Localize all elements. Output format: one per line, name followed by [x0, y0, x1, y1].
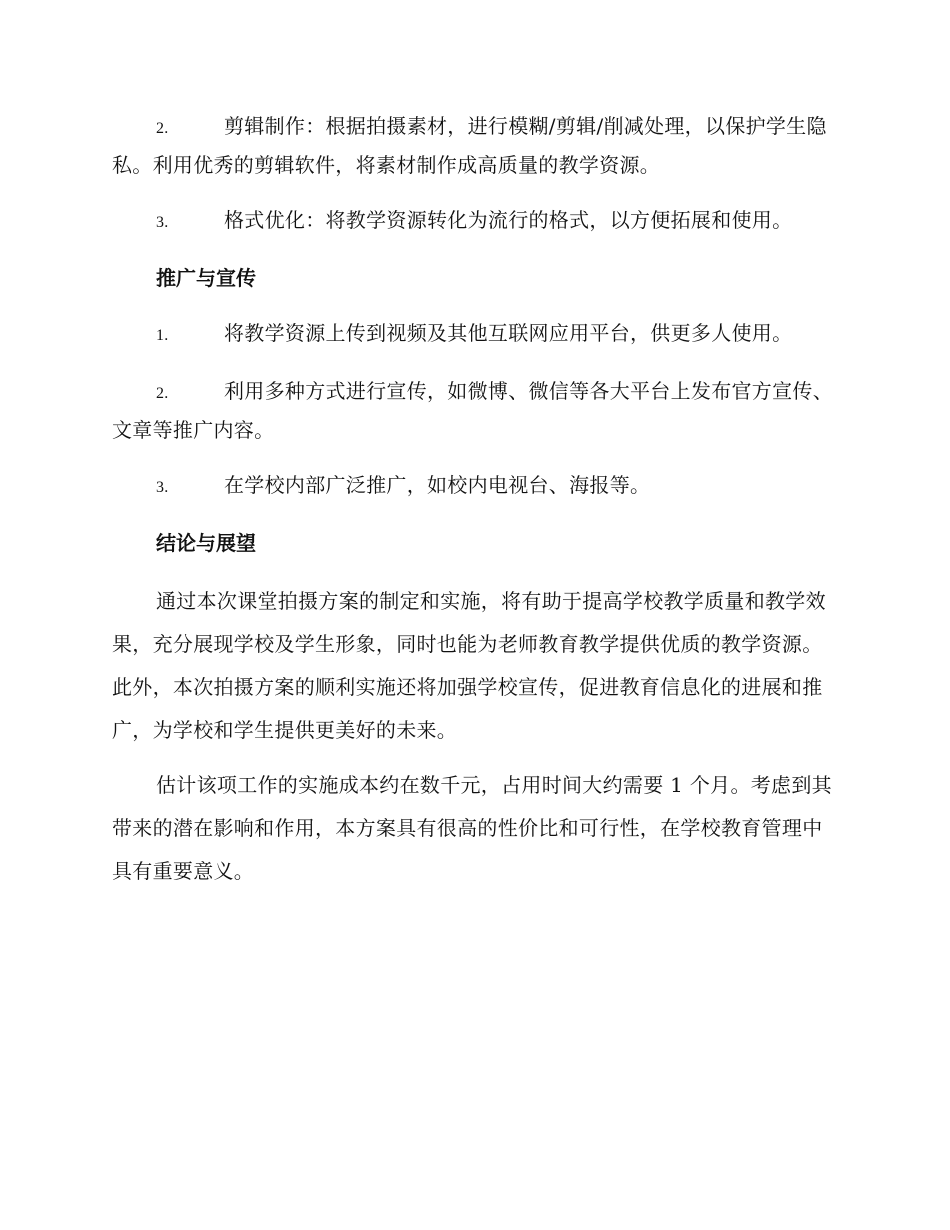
- list-number: 3.: [156, 214, 169, 231]
- list-text: 将教学资源上传到视频及其他互联网应用平台，供更多人使用。: [224, 321, 793, 345]
- list-item-campus: [112, 467, 834, 506]
- section-heading-promotion: 推广与宣传: [156, 266, 256, 290]
- list-number: 2.: [156, 385, 169, 402]
- cost-paragraph: 估计该项工作的实施成本约在数千元，占用时间大约需要 1 个月。考虑到其带来的潜在影响和作用，本方案具有很高的性价比和可行性，在学校教育管理中具有重要意义。: [112, 773, 832, 883]
- list-number: 1.: [156, 327, 169, 344]
- list-text: 在学校内部广泛推广，如校内电视台、海报等。: [224, 473, 651, 497]
- list-text: 剪辑制作：根据拍摄素材，进行模糊/剪辑/削减处理，以保护学生隐私。利用优秀的剪辑软件，将素材制作成高质量的教学资源。: [112, 114, 827, 177]
- list-item-edit: [112, 108, 834, 183]
- conclusion-paragraph: 通过本次课堂拍摄方案的制定和实施，将有助于提高学校教学质量和教学效果，充分展现学校及学生形象，同时也能为老师教育教学提供优质的教学资源。此外，本次拍摄方案的顺利实施还将加强学校宣传，促进教育信息化的进展和推广，为学校和学生提供更美好的未来。: [112, 589, 826, 742]
- list-text: 利用多种方式进行宣传，如微博、微信等各大平台上发布官方宣传、文章等推广内容。: [112, 379, 833, 442]
- list-item-publicity: [112, 373, 834, 448]
- section-heading-conclusion: 结论与展望: [156, 531, 256, 555]
- list-item-format: [112, 202, 834, 241]
- list-text: 格式优化：将教学资源转化为流行的格式，以方便拓展和使用。: [224, 208, 793, 232]
- list-number: 3.: [156, 479, 169, 496]
- document-content: [112, 108, 834, 905]
- list-number: 2.: [156, 120, 169, 137]
- list-item-upload: [112, 315, 834, 354]
